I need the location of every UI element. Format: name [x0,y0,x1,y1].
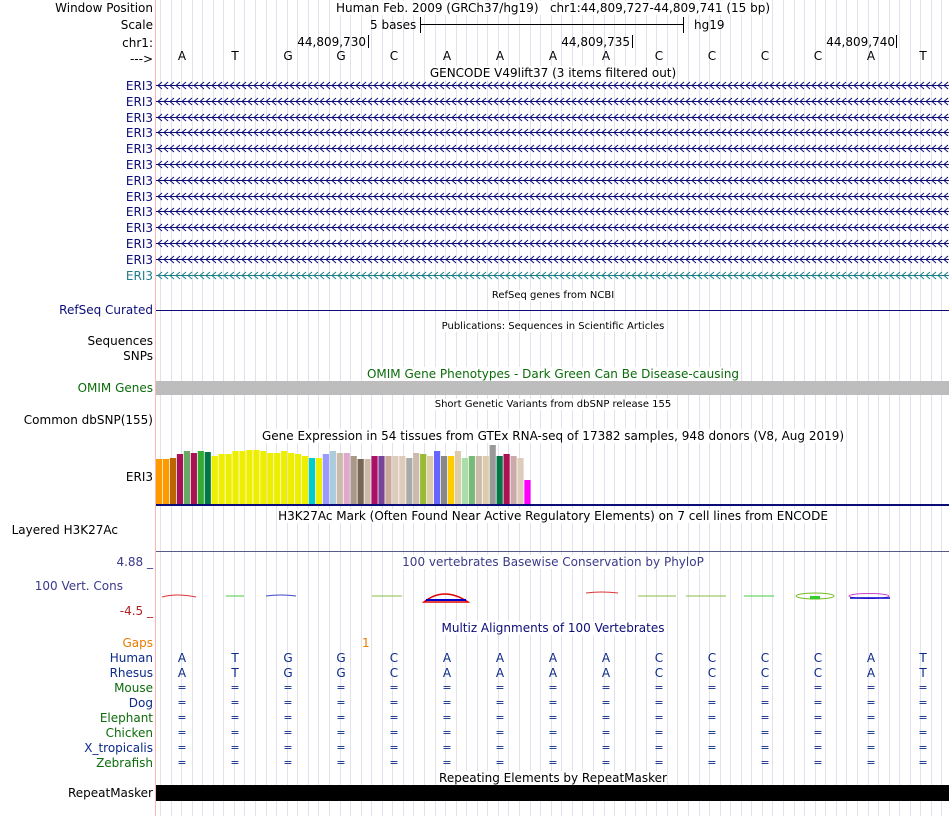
alignment-base: = [918,726,928,739]
alignment-base: = [230,756,240,769]
alignment-base: = [813,696,823,709]
alignment-base: = [918,756,928,769]
alignment-base: G [283,666,293,680]
gtex-tissue-bar[interactable] [469,456,475,504]
gtex-tissue-bar[interactable] [212,456,218,504]
alignment-base: = [495,681,505,694]
species-label[interactable]: Human [109,651,153,665]
alignment-base: = [654,696,664,709]
alignment-base: A [601,666,611,680]
gtex-tissue-bar[interactable] [344,453,350,504]
species-label[interactable]: X_tropicalis [84,741,153,755]
gtex-tissue-bar[interactable] [476,456,482,504]
alignment-base: = [760,726,770,739]
alignment-base: = [601,726,611,739]
alignment-base: = [601,711,611,724]
gencode-transcript[interactable] [156,81,949,90]
scale-bases-text: 5 bases [370,18,417,32]
alignment-base: = [389,756,399,769]
position-label: 44,809,730 [297,35,366,49]
gtex-tissue-bar[interactable] [239,451,245,504]
gtex-gene-label[interactable]: ERI3 [125,470,153,484]
alignment-base: = [230,741,240,754]
position-tick [896,35,897,48]
alignment-base: = [177,696,187,709]
alignment-base: = [918,681,928,694]
repeatmasker-bar[interactable] [156,785,949,801]
alignment-base: = [495,696,505,709]
gtex-tissue-bar[interactable] [163,459,169,504]
alignment-base: = [336,741,346,754]
gtex-tissue-bar[interactable] [232,451,238,504]
gencode-transcript[interactable] [156,192,949,201]
gtex-tissue-bar[interactable] [448,456,454,504]
gtex-tissue-bar[interactable] [226,454,232,504]
alignment-base: G [283,651,293,665]
alignment-base: A [495,651,505,665]
gtex-tissue-bar[interactable] [288,453,294,504]
alignment-base: = [654,681,664,694]
alignment-base: = [548,681,558,694]
alignment-base: = [442,681,452,694]
phylop-label[interactable]: 100 Vert. Cons [34,579,123,593]
reference-base: C [707,49,717,63]
alignment-base: = [654,726,664,739]
alignment-base: = [654,756,664,769]
alignment-base: = [760,741,770,754]
omim-label[interactable]: OMIM Genes [77,381,153,395]
alignment-base: = [230,696,240,709]
gtex-tissue-bar[interactable] [455,451,461,504]
alignment-base: = [760,711,770,724]
reference-base: A [495,49,505,63]
gtex-tissue-bar[interactable] [274,453,280,504]
omim-bar[interactable] [156,381,949,395]
alignment-base: = [707,681,717,694]
alignment-base: = [760,696,770,709]
gtex-tissue-bar[interactable] [205,452,211,504]
reference-base: C [760,49,770,63]
alignment-base: T [231,651,239,665]
gtex-tissue-bar[interactable] [385,456,391,504]
alignment-base: = [813,681,823,694]
alignment-base: C [654,651,664,665]
reference-base: C [654,49,664,63]
alignment-base: C [813,666,823,680]
alignment-base: = [918,696,928,709]
position-label: 44,809,735 [561,35,630,49]
alignment-base: = [548,756,558,769]
alignment-base: = [230,711,240,724]
alignment-base: = [283,711,293,724]
alignment-base: C [654,666,664,680]
gencode-item-label[interactable]: ERI3 [125,126,153,140]
alignment-base: = [495,711,505,724]
gtex-tissue-bar[interactable] [246,450,252,504]
gencode-transcript[interactable] [156,128,949,137]
scale-label: Scale [120,18,153,32]
gtex-tissue-bar[interactable] [517,458,523,504]
gtex-tissue-bar[interactable] [260,451,266,504]
alignment-base: = [813,741,823,754]
alignment-base: = [707,756,717,769]
alignment-base: = [495,741,505,754]
reference-base: C [389,49,399,63]
gtex-tissue-bar[interactable] [323,454,329,504]
gtex-tissue-bar[interactable] [413,453,419,504]
alignment-base: = [707,711,717,724]
publications-track-title[interactable]: Publications: Sequences in Scientific Articles [441,321,665,332]
h3k27ac-baseline [156,551,949,552]
gencode-track-title[interactable]: GENCODE V49lift37 (3 items filtered out) [429,66,677,80]
gtex-tissue-bar[interactable] [358,459,364,504]
gencode-item-label[interactable]: ERI3 [125,95,153,109]
alignment-base: = [495,756,505,769]
alignment-base: = [707,726,717,739]
alignment-base: = [336,726,346,739]
gencode-item-label[interactable]: ERI3 [125,79,153,93]
alignment-base: T [919,651,927,665]
alignment-base: = [442,741,452,754]
scale-assembly-text: hg19 [694,18,725,32]
gtex-tissue-bar[interactable] [510,456,516,504]
alignment-base: = [389,696,399,709]
gtex-tissue-bar[interactable] [378,456,384,504]
alignment-base: = [548,711,558,724]
position-label: 44,809,740 [826,35,895,49]
gtex-tissue-bar[interactable] [309,458,315,504]
alignment-base: A [177,651,187,665]
alignment-base: C [389,666,399,680]
alignment-base: = [442,756,452,769]
alignment-base: A [866,666,876,680]
gtex-tissue-bar[interactable] [392,456,398,504]
gap-count-mark: 1 [362,636,370,650]
gtex-tissue-bar[interactable] [302,456,308,504]
gencode-item-label[interactable]: ERI3 [125,190,153,204]
alignment-base: = [866,711,876,724]
alignment-base: C [707,666,717,680]
h3k27ac-label[interactable]: Layered H3K27Ac [11,523,118,537]
gencode-item-label[interactable]: ERI3 [125,174,153,188]
gencode-item-label[interactable]: ERI3 [125,205,153,219]
alignment-base: = [336,681,346,694]
gtex-tissue-bar[interactable] [399,456,405,504]
phylop-track-title[interactable]: 100 vertebrates Basewise Conservation by PhyloP [402,555,704,569]
gtex-tissue-bar[interactable] [371,456,377,504]
reference-base: A [601,49,611,63]
gtex-tissue-bar[interactable] [427,456,433,504]
alignment-base: = [283,726,293,739]
gtex-tissue-bar[interactable] [253,450,259,504]
gtex-tissue-bar[interactable] [337,453,343,504]
gtex-tissue-bar[interactable] [420,454,426,504]
gtex-tissue-bar[interactable] [434,451,440,504]
gtex-tissue-bar[interactable] [219,454,225,504]
alignment-base: = [601,681,611,694]
alignment-base: = [389,726,399,739]
alignment-base: A [495,666,505,680]
chrom-label: chr1: [122,36,153,50]
alignment-base: = [442,711,452,724]
repeatmasker-track-title[interactable]: Repeating Elements by RepeatMasker [439,771,667,785]
gencode-transcript[interactable] [156,223,949,232]
track-divider [156,504,949,506]
alignment-base: = [601,756,611,769]
multiz-track-title[interactable]: Multiz Alignments of 100 Vertebrates [441,621,665,635]
gencode-item-label[interactable]: ERI3 [125,158,153,172]
reference-base: T [919,49,927,63]
gaps-label[interactable]: Gaps [122,636,153,650]
dbsnp-track-title[interactable]: Short Genetic Variants from dbSNP release 155 [434,399,672,410]
gencode-transcript[interactable] [156,239,949,248]
species-label[interactable]: Rhesus [109,666,153,680]
reference-base: A [442,49,452,63]
alignment-base: = [601,696,611,709]
gtex-tissue-bar[interactable] [177,454,183,504]
alignment-base: = [495,726,505,739]
omim-track-title[interactable]: OMIM Gene Phenotypes - Dark Green Can Be Disease-causing [366,367,740,381]
gtex-tissue-bar[interactable] [483,456,489,504]
gtex-tissue-bar[interactable] [198,451,204,504]
alignment-base: = [177,711,187,724]
gencode-transcript[interactable] [156,255,949,264]
species-label[interactable]: Chicken [105,726,153,740]
reference-base: G [283,49,293,63]
gtex-tissue-bar[interactable] [281,451,287,504]
publications-sequences-label[interactable]: Sequences [87,334,153,348]
position-tick [632,35,633,48]
gtex-track-title[interactable]: Gene Expression in 54 tissues from GTEx RNA-seq of 17382 samples, 948 donors (V8, Aug 2019) [261,429,845,443]
gencode-item-label[interactable]: ERI3 [125,111,153,125]
alignment-base: = [813,756,823,769]
alignment-base: = [866,756,876,769]
phylop-min-label: -4.5 _ [119,604,153,618]
gtex-tissue-bar[interactable] [365,459,371,504]
gencode-item-label[interactable]: ERI3 [125,269,153,283]
alignment-base: = [230,726,240,739]
alignment-base: = [760,756,770,769]
gencode-item-label[interactable]: ERI3 [125,253,153,267]
gencode-transcript[interactable] [156,97,949,106]
alignment-base: A [548,651,558,665]
publications-snps-label[interactable]: SNPs [123,349,153,363]
gtex-expression-bars[interactable] [156,444,556,504]
alignment-base: = [177,741,187,754]
gtex-tissue-bar[interactable] [191,453,197,504]
alignment-base: = [601,741,611,754]
alignment-base: = [442,696,452,709]
h3k27ac-track-title[interactable]: H3K27Ac Mark (Often Found Near Active Regulatory Elements) on 7 cell lines from ENCODE [278,509,828,523]
refseq-label[interactable]: RefSeq Curated [59,303,153,317]
alignment-base: = [866,741,876,754]
gtex-tissue-bar[interactable] [524,480,530,504]
alignment-base: = [654,741,664,754]
alignment-base: = [548,726,558,739]
alignment-base: = [918,711,928,724]
gencode-transcript[interactable] [156,113,949,122]
alignment-base: A [601,651,611,665]
alignment-base: C [760,651,770,665]
alignment-base: = [389,681,399,694]
gtex-tissue-bar[interactable] [267,453,273,504]
gtex-tissue-bar[interactable] [170,458,176,504]
gtex-tissue-bar[interactable] [441,456,447,504]
gencode-item-label[interactable]: ERI3 [125,221,153,235]
species-label[interactable]: Elephant [99,711,153,725]
alignment-base: = [336,756,346,769]
position-tick [368,35,369,48]
alignment-base: A [866,651,876,665]
alignment-base: = [707,696,717,709]
gencode-item-label[interactable]: ERI3 [125,142,153,156]
alignment-base: = [760,681,770,694]
alignment-base: = [336,696,346,709]
gtex-tissue-bar[interactable] [504,454,510,504]
reference-base: T [231,49,239,63]
alignment-base: = [230,681,240,694]
alignment-base: = [654,711,664,724]
gencode-transcript[interactable] [156,160,949,169]
species-label[interactable]: Dog [128,696,153,710]
gtex-tissue-bar[interactable] [406,458,412,504]
alignment-base: = [389,741,399,754]
gencode-transcript[interactable] [156,207,949,216]
alignment-base: = [283,696,293,709]
alignment-base: G [336,666,346,680]
species-label[interactable]: Zebrafish [96,756,153,770]
alignment-base: A [177,666,187,680]
alignment-base: = [283,681,293,694]
alignment-base: = [548,696,558,709]
alignment-base: = [813,711,823,724]
window-position-text: Human Feb. 2009 (GRCh37/hg19) chr1:44,809,727-44,809,741 (15 bp) [335,1,770,15]
alignment-base: = [177,756,187,769]
refseq-line[interactable] [156,310,949,311]
gencode-transcript[interactable] [156,144,949,153]
alignment-base: = [548,741,558,754]
alignment-base: = [866,726,876,739]
gtex-tissue-bar[interactable] [330,451,336,504]
gtex-tissue-bar[interactable] [351,456,357,504]
gtex-tissue-bar[interactable] [462,458,468,504]
scale-bar [420,17,684,33]
alignment-base: = [177,681,187,694]
alignment-base: A [548,666,558,680]
phylop-signal[interactable] [156,584,950,614]
alignment-base: = [866,681,876,694]
gencode-transcript[interactable] [156,176,949,185]
reference-base: A [177,49,187,63]
gencode-item-label[interactable]: ERI3 [125,237,153,251]
gtex-tissue-bar[interactable] [316,458,322,504]
alignment-base: T [919,666,927,680]
alignment-base: C [760,666,770,680]
reference-base: C [813,49,823,63]
alignment-base: = [336,711,346,724]
alignment-base: = [813,726,823,739]
reference-base: A [548,49,558,63]
repeatmasker-label[interactable]: RepeatMasker [67,786,153,800]
alignment-base: = [177,726,187,739]
gtex-tissue-bar[interactable] [490,445,496,504]
gtex-tissue-bar[interactable] [295,454,301,504]
alignment-base: = [918,741,928,754]
alignment-base: C [707,651,717,665]
alignment-base: = [283,756,293,769]
alignment-base: C [813,651,823,665]
phylop-max-label: 4.88 _ [116,555,153,569]
alignment-base: = [389,711,399,724]
gtex-tissue-bar[interactable] [497,456,503,504]
gtex-tissue-bar[interactable] [184,451,190,504]
refseq-track-title[interactable]: RefSeq genes from NCBI [491,290,615,301]
alignment-base: C [389,651,399,665]
alignment-base: = [283,741,293,754]
alignment-base: T [231,666,239,680]
alignment-base: = [866,696,876,709]
alignment-base: = [442,726,452,739]
strand-label: ---> [129,52,153,66]
gencode-transcript[interactable] [156,271,949,280]
alignment-base: = [707,741,717,754]
alignment-base: A [442,666,452,680]
species-label[interactable]: Mouse [114,681,153,695]
alignment-base: A [442,651,452,665]
window-position-label: Window Position [55,1,153,15]
reference-base: A [866,49,876,63]
gtex-tissue-bar[interactable] [156,459,162,504]
reference-base: G [336,49,346,63]
dbsnp-label[interactable]: Common dbSNP(155) [23,413,153,427]
alignment-base: G [336,651,346,665]
